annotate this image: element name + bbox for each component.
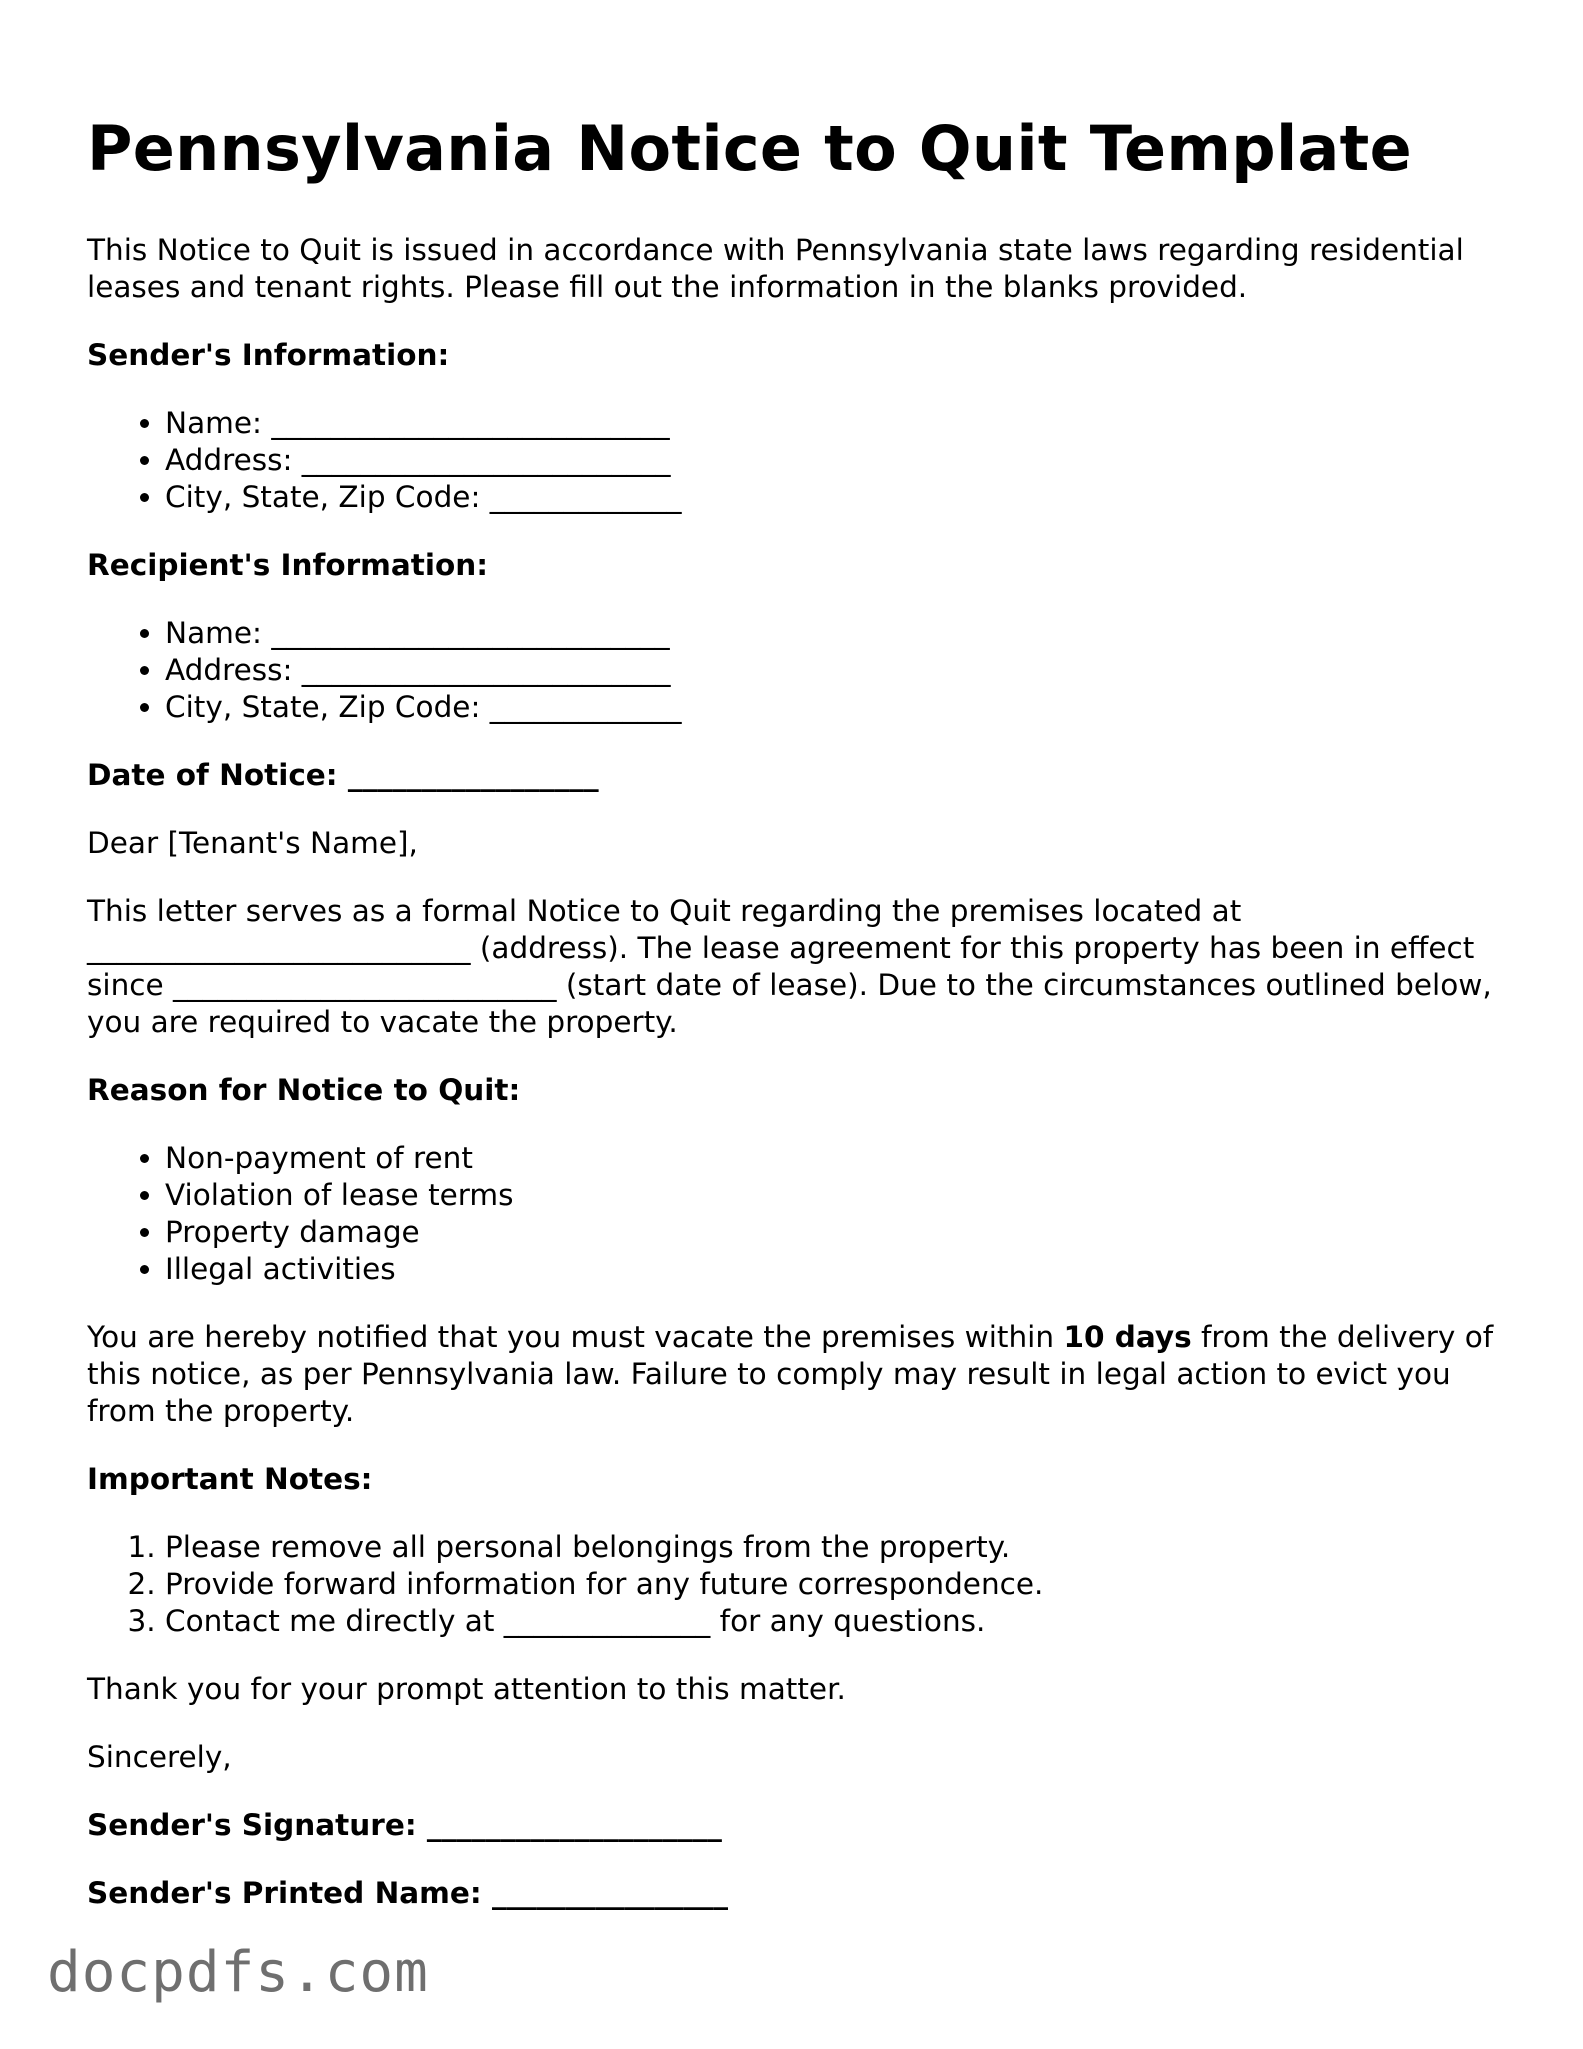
important-notes-heading: Important Notes: bbox=[87, 1462, 373, 1496]
salutation: Dear [Tenant's Name], bbox=[87, 826, 418, 860]
sender-city-state-zip-field: • City, State, Zip Code: _____________ bbox=[165, 479, 1507, 516]
date-of-notice: Date of Notice: _________________ bbox=[87, 758, 599, 792]
closing-line: Sincerely, bbox=[87, 1740, 232, 1774]
intro-paragraph: This Notice to Quit is issued in accordance with Pennsylvania state laws regarding residential leases and tenant rights. Please fill out the information in the blanks provided. bbox=[87, 233, 1464, 304]
vacate-notice-text-before: You are hereby notified that you must vacate the premises within bbox=[87, 1320, 1064, 1354]
vacate-deadline: 10 days bbox=[1063, 1320, 1192, 1354]
printed-name-line: Sender's Printed Name: ________________ bbox=[87, 1876, 728, 1910]
sender-info-heading: Sender's Information: bbox=[87, 338, 450, 372]
recipient-city-state-zip-field: • City, State, Zip Code: _____________ bbox=[165, 689, 1507, 726]
thanks-line: Thank you for your prompt attention to this matter. bbox=[87, 1672, 846, 1706]
reason-item: • Non-payment of rent bbox=[165, 1140, 1507, 1177]
reason-item: • Property damage bbox=[165, 1214, 1507, 1251]
body-paragraph: This letter serves as a formal Notice to Quit regarding the premises located at __________________________ (address). The lease agreement for this property has been in effect since __________________________ (start date of lease). Due to the circumstances outlined below, you are required to vacate the property. bbox=[87, 894, 1492, 1039]
recipient-name-field: • Name: ___________________________ bbox=[165, 615, 1507, 652]
note-item: 1. Please remove all personal belongings from the property. bbox=[165, 1529, 1507, 1566]
reason-item: • Violation of lease terms bbox=[165, 1177, 1507, 1214]
vacate-notice-paragraph bbox=[87, 1319, 1507, 1430]
signature-line: Sender's Signature: ____________________ bbox=[87, 1808, 722, 1842]
note-item: 2. Provide forward information for any future correspondence. bbox=[165, 1566, 1507, 1603]
document-page bbox=[87, 108, 1507, 1912]
recipient-info-heading: Recipient's Information: bbox=[87, 548, 489, 582]
recipient-address-field: • Address: _________________________ bbox=[165, 652, 1507, 689]
page-title: Pennsylvania Notice to Quit Template bbox=[87, 112, 1412, 185]
vacate-notice-text-after: from the delivery of this notice, as per Pennsylvania law. Failure to comply may result in legal action to evict you from the property. bbox=[87, 1320, 1494, 1428]
important-notes-list bbox=[87, 1529, 1507, 1640]
sender-name-field: • Name: ___________________________ bbox=[165, 405, 1507, 442]
reason-list bbox=[87, 1140, 1507, 1288]
recipient-info-list bbox=[87, 615, 1507, 726]
watermark: docpdfs.com bbox=[47, 1940, 429, 2005]
sender-address-field: • Address: _________________________ bbox=[165, 442, 1507, 479]
reason-item: • Illegal activities bbox=[165, 1251, 1507, 1288]
reason-heading: Reason for Notice to Quit: bbox=[87, 1073, 521, 1107]
note-item: 3. Contact me directly at ______________ for any questions. bbox=[165, 1603, 1507, 1640]
sender-info-list bbox=[87, 405, 1507, 516]
